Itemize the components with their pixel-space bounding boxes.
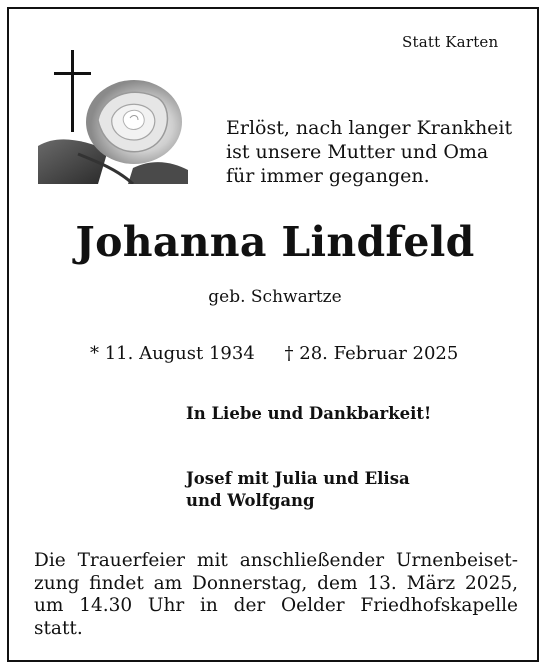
- statt-karten-note: Statt Karten: [402, 33, 499, 51]
- birth-name: geb. Schwartze: [208, 287, 342, 307]
- funeral-line: zung findet am Donnerstag, dem 13. März 2025,: [34, 572, 518, 594]
- intro-line: für immer gegangen.: [226, 165, 430, 187]
- intro-text: [226, 116, 512, 188]
- family-line: Josef mit Julia und Elisa: [186, 469, 410, 488]
- life-dates: [90, 343, 458, 364]
- intro-line: Erlöst, nach langer Krankheit: [226, 117, 513, 139]
- death-date: † 28. Februar 2025: [284, 343, 459, 364]
- funeral-line: statt.: [34, 617, 83, 639]
- funeral-details: [34, 550, 518, 640]
- intro-line: ist unsere Mutter und Oma: [226, 141, 489, 163]
- cross-and-rose-icon: [38, 50, 188, 184]
- deceased-name: Johanna Lindfeld: [75, 218, 475, 266]
- family-names: [186, 468, 410, 512]
- birth-date: * 11. August 1934: [90, 343, 255, 364]
- family-line: und Wolfgang: [186, 491, 315, 510]
- funeral-line: um 14.30 Uhr in der Oelder Friedhofskapelle: [34, 595, 518, 616]
- funeral-line: Die Trauerfeier mit anschließender Urnenbeiset-: [34, 550, 518, 571]
- dedication-message: In Liebe und Dankbarkeit!: [186, 404, 432, 423]
